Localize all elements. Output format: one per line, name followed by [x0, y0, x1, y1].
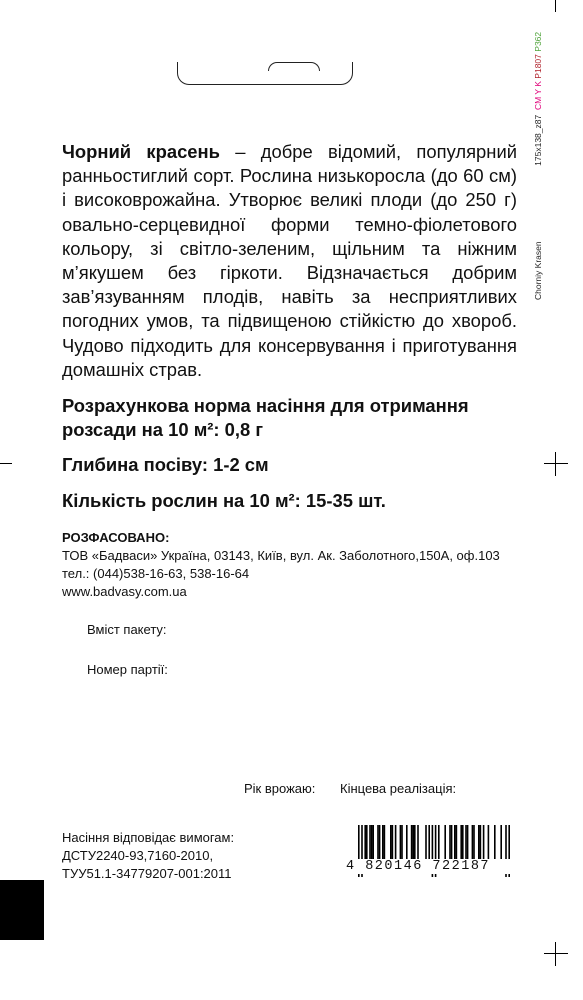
barcode-bar [488, 825, 490, 859]
barcode-bar [377, 825, 379, 859]
color-p1807: P1807 [533, 54, 543, 79]
variety-latin: Chorniy Krasen [533, 241, 543, 300]
barcode-bar [438, 825, 440, 859]
cert-line1: Насіння відповідає вимогам: [62, 830, 235, 845]
hanger-notch [268, 62, 320, 71]
package-size: 175x138_z87 [533, 114, 543, 166]
package-contents-label: Вміст пакету: [87, 622, 167, 637]
barcode-bar [451, 825, 453, 859]
sowing-depth: Глибина посіву: 1-2 см [62, 454, 269, 475]
barcode-bar [371, 825, 373, 859]
barcode-bar [462, 825, 464, 859]
packer-website: www.badvasy.com.ua [62, 584, 187, 599]
print-marks [533, 32, 543, 300]
barcode-bar [392, 825, 394, 859]
barcode-bar [395, 825, 397, 859]
crop-mark-right [544, 452, 568, 476]
crop-mark-bottom-right [544, 942, 568, 966]
variety-name: Чорний красень [62, 141, 220, 162]
cert-line2: ДСТУ2240-93,7160-2010, [62, 848, 214, 863]
barcode-bar [483, 825, 485, 859]
barcode-bar [390, 825, 392, 859]
barcode-bar [411, 825, 413, 859]
barcode-bar [478, 825, 480, 859]
barcode-bar [444, 825, 446, 859]
color-p362: P362 [533, 31, 543, 52]
barcode-bar [401, 825, 403, 859]
plant-count: Кількість рослин на 10 м²: 15-35 шт. [62, 490, 386, 511]
barcode-bar [382, 825, 384, 859]
packer-heading: РОЗФАСОВАНО: [62, 530, 170, 545]
barcode-bar [472, 825, 474, 859]
variety-description [62, 140, 517, 382]
barcode-bar [406, 825, 408, 859]
color-cmyk: CM Y K [533, 81, 543, 111]
seed-rate-line1: Розрахункова норма насіння для отримання [62, 395, 469, 416]
barcode-bar [500, 825, 502, 859]
barcode-bar [480, 825, 482, 859]
barcode-bar [417, 825, 419, 859]
packer-company: ТОВ «Бадваси» Україна, 03143, Київ, вул. Ак. Заболотного,150А, оф.103 [62, 548, 500, 563]
crop-mark-top-right [544, 0, 568, 12]
packer-info [62, 529, 500, 601]
barcode-bar [467, 825, 469, 859]
barcode-bar [400, 825, 402, 859]
barcode-bar [414, 825, 416, 859]
registration-block [0, 880, 44, 940]
barcode-bar [494, 825, 496, 859]
barcode-bar [366, 825, 368, 859]
cert-line3: ТУУ51.1-34779207-001:2011 [62, 866, 232, 881]
barcode-bar [425, 825, 427, 859]
barcode-bar [412, 825, 414, 859]
barcode-bar [372, 825, 374, 859]
seed-rate-line2: розсади на 10 м²: 0,8 г [62, 419, 263, 440]
barcode-bar [465, 825, 467, 859]
barcode-bar [454, 825, 456, 859]
barcode-bar [379, 825, 381, 859]
hanger-slot [177, 62, 353, 85]
barcode-bar [428, 825, 430, 859]
barcode-bar [369, 825, 371, 859]
expiry-label: Кінцева реалізація: [340, 781, 457, 796]
barcode-bar [384, 825, 386, 859]
crop-mark-left [0, 452, 12, 476]
barcode-bar [456, 825, 458, 859]
description-text: – добре відомий, популярний ранньостиглий сорт. Рослина низькоросла (до 60 см) і високоврожайна. Утворює великі плоди (до 250 г) овально-серцевидної форми темно-фіолетового кольору, зі світло-зеленим, щільним та ніжним м’якушем без гіркоти. Відзначається добрим зав’язуванням плодів, навіть за несприятливих погодних умов, та підвищеною стійкістю до хвороб. Чудово підходить для консервування і приготування домашніх страв. [62, 141, 517, 380]
barcode-bar [473, 825, 475, 859]
certification [62, 829, 234, 883]
packer-phone: тел.: (044)538-16-63, 538-16-64 [62, 566, 250, 581]
harvest-year-label: Рік врожаю: [244, 781, 316, 796]
barcode-bar [449, 825, 451, 859]
barcode-number: 4 820146 722187 [346, 859, 514, 874]
barcode-bar [460, 825, 462, 859]
batch-number-label: Номер партії: [87, 662, 168, 677]
barcode-bar [364, 825, 366, 859]
